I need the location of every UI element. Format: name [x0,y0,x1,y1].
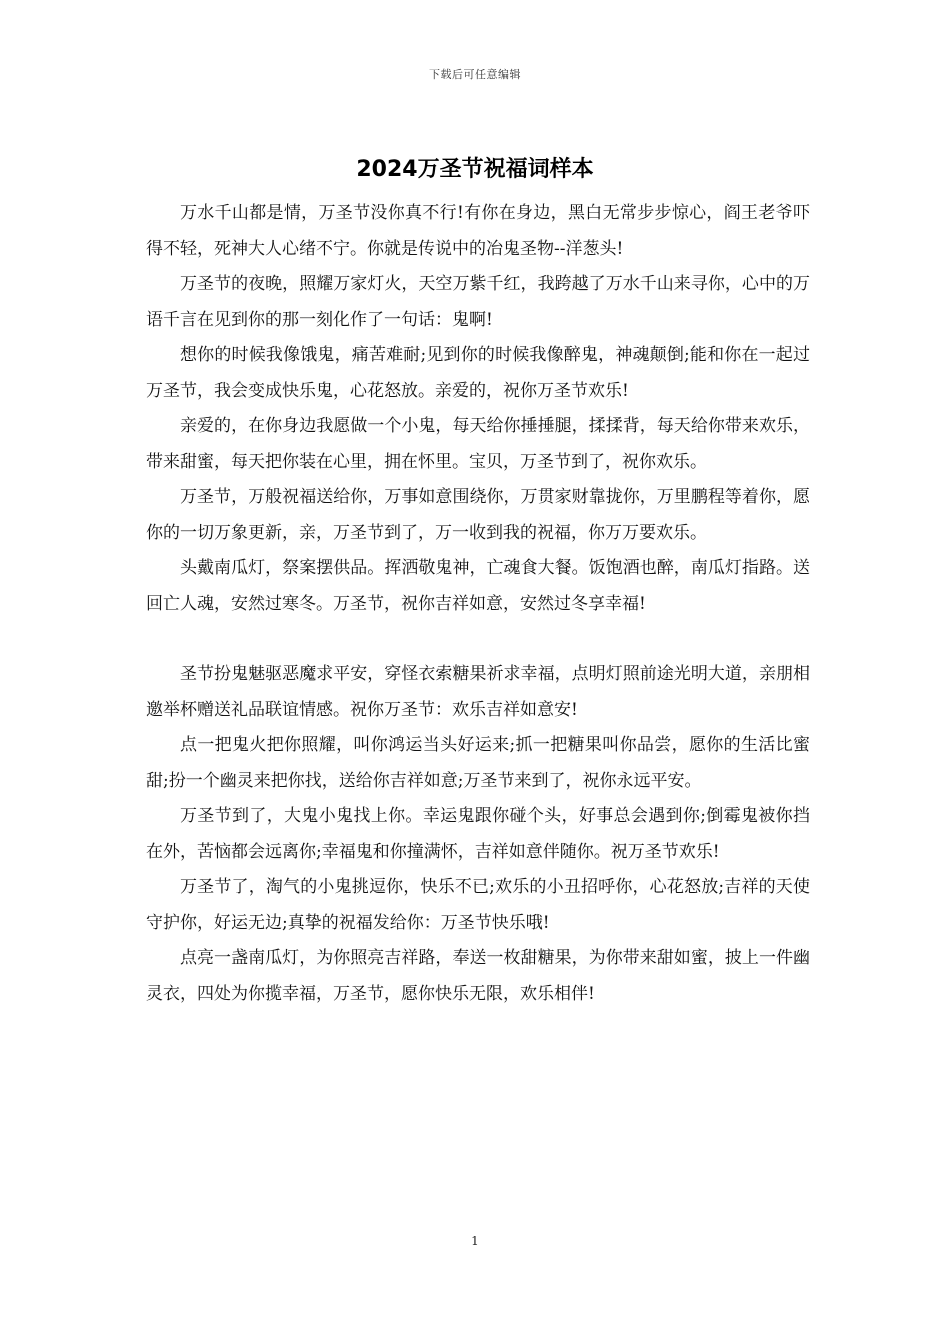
paragraph: 万圣节到了，大鬼小鬼找上你。幸运鬼跟你碰个头，好事总会遇到你;倒霉鬼被你挡在外，苦恼都会远离你;幸福鬼和你撞满怀，吉祥如意伴随你。祝万圣节欢乐! [146,806,810,862]
paragraph: 点一把鬼火把你照耀，叫你鸿运当头好运来;抓一把糖果叫你品尝，愿你的生活比蜜甜;扮一个幽灵来把你找，送给你吉祥如意;万圣节来到了，祝你永远平安。 [146,735,810,791]
paragraph: 亲爱的，在你身边我愿做一个小鬼，每天给你捶捶腿，揉揉背，每天给你带来欢乐，带来甜蜜，每天把你装在心里，拥在怀里。宝贝，万圣节到了，祝你欢乐。 [146,416,810,472]
paragraph: 圣节扮鬼魅驱恶魔求平安，穿怪衣索糖果祈求幸福，点明灯照前途光明大道，亲朋相邀举杯赠送礼品联谊情感。祝你万圣节：欢乐吉祥如意安! [146,664,810,720]
page-header-note: 下载后可任意编辑 [429,68,521,81]
page-number: 1 [471,1234,479,1248]
paragraph: 头戴南瓜灯，祭案摆供品。挥洒敬鬼神，亡魂食大餐。饭饱酒也醉，南瓜灯指路。送回亡人魂，安然过寒冬。万圣节，祝你吉祥如意，安然过冬享幸福! [146,558,810,614]
paragraph: 万水千山都是情，万圣节没你真不行!有你在身边，黑白无常步步惊心，阎王老爷吓得不轻，死神大人心绪不宁。你就是传说中的冶鬼圣物--洋葱头! [146,203,810,259]
paragraph: 万圣节的夜晚，照耀万家灯火，天空万紫千红，我跨越了万水千山来寻你，心中的万语千言在见到你的那一刻化作了一句话：鬼啊! [146,274,810,330]
paragraph: 万圣节了，淘气的小鬼挑逗你，快乐不已;欢乐的小丑招呼你，心花怒放;吉祥的天使守护你，好运无边;真挚的祝福发给你：万圣节快乐哦! [146,877,810,933]
document-body [146,196,810,1012]
paragraph: 万圣节，万般祝福送给你，万事如意围绕你，万贯家财靠拢你，万里鹏程等着你，愿你的一切万象更新，亲，万圣节到了，万一收到我的祝福，你万万要欢乐。 [146,487,810,543]
document-title: 2024万圣节祝福词样本 [356,157,594,182]
paragraph-spacer [146,622,810,657]
paragraph: 点亮一盏南瓜灯，为你照亮吉祥路，奉送一枚甜糖果，为你带来甜如蜜，披上一件幽灵衣，四处为你揽幸福，万圣节，愿你快乐无限，欢乐相伴! [146,948,810,1004]
paragraph: 想你的时候我像饿鬼，痛苦难耐;见到你的时候我像醉鬼，神魂颠倒;能和你在一起过万圣节，我会变成快乐鬼，心花怒放。亲爱的，祝你万圣节欢乐! [146,345,810,401]
